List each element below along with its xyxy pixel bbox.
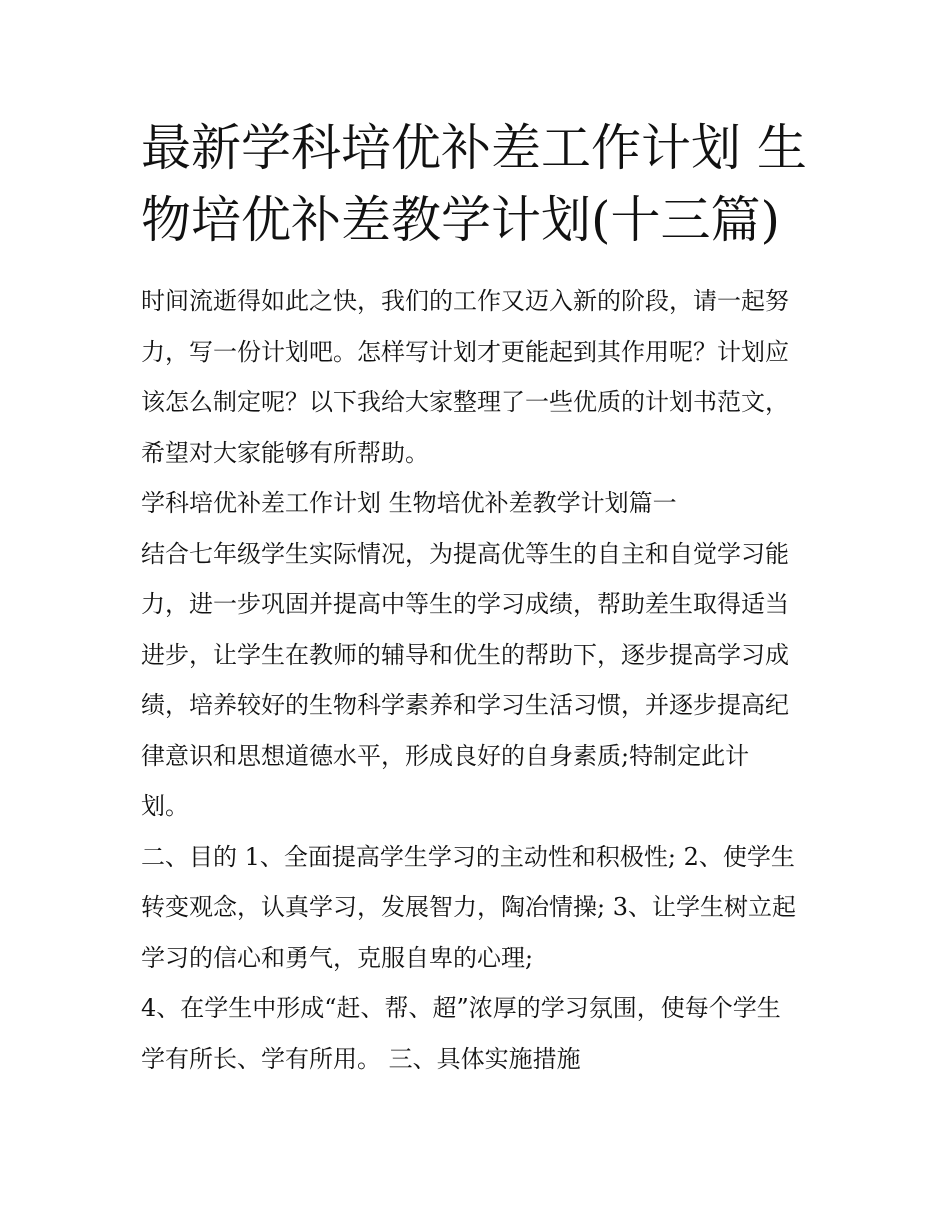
document-body bbox=[141, 276, 813, 1084]
paragraph-line: 绩，培养较好的生物科学素养和学习生活习惯，并逐步提高纪 bbox=[141, 691, 789, 719]
paragraph-line: 该怎么制定呢？以下我给大家整理了一些优质的计划书范文， bbox=[141, 388, 789, 416]
paragraph-line: 时间流逝得如此之快，我们的工作又迈入新的阶段，请一起努 bbox=[141, 287, 789, 315]
paragraph-line: 希望对大家能够有所帮助。 bbox=[141, 438, 429, 467]
paragraph-line: 学习的信心和勇气，克服自卑的心理; bbox=[141, 943, 534, 972]
paragraph-line: 转变观念，认真学习，发展智力，陶冶情操; 3、让学生树立起 bbox=[141, 893, 796, 921]
paragraph-line: 划。 bbox=[141, 792, 189, 820]
title-line-2: 物培优补差教学计划(十三篇) bbox=[141, 191, 781, 249]
paragraph-line: 律意识和思想道德水平，形成良好的自身素质;特制定此计 bbox=[141, 741, 750, 770]
paragraph-line: 结合七年级学生实际情况，为提高优等生的自主和自觉学习能 bbox=[141, 539, 789, 568]
paragraph-line: 4、在学生中形成“赶、帮、超”浓厚的学习氛围，使每个学生 bbox=[141, 994, 781, 1022]
paragraph-line: 二、目的 1、全面提高学生学习的主动性和积极性; 2、使学生 bbox=[141, 842, 795, 871]
paragraph-line: 学有所长、学有所用。 三、具体实施措施 bbox=[141, 1044, 581, 1073]
document-title bbox=[141, 112, 821, 256]
paragraph-line: 力，写一份计划吧。怎样写计划才更能起到其作用呢？计划应 bbox=[141, 337, 789, 366]
paragraph-line: 力，进一步巩固并提高中等生的学习成绩，帮助差生取得适当 bbox=[141, 590, 789, 618]
section-heading: 学科培优补差工作计划 生物培优补差教学计划篇一 bbox=[141, 489, 677, 517]
paragraph-line: 进步，让学生在教师的辅导和优生的帮助下，逐步提高学习成 bbox=[141, 640, 789, 669]
title-line-1: 最新学科培优补差工作计划 生 bbox=[141, 119, 807, 177]
